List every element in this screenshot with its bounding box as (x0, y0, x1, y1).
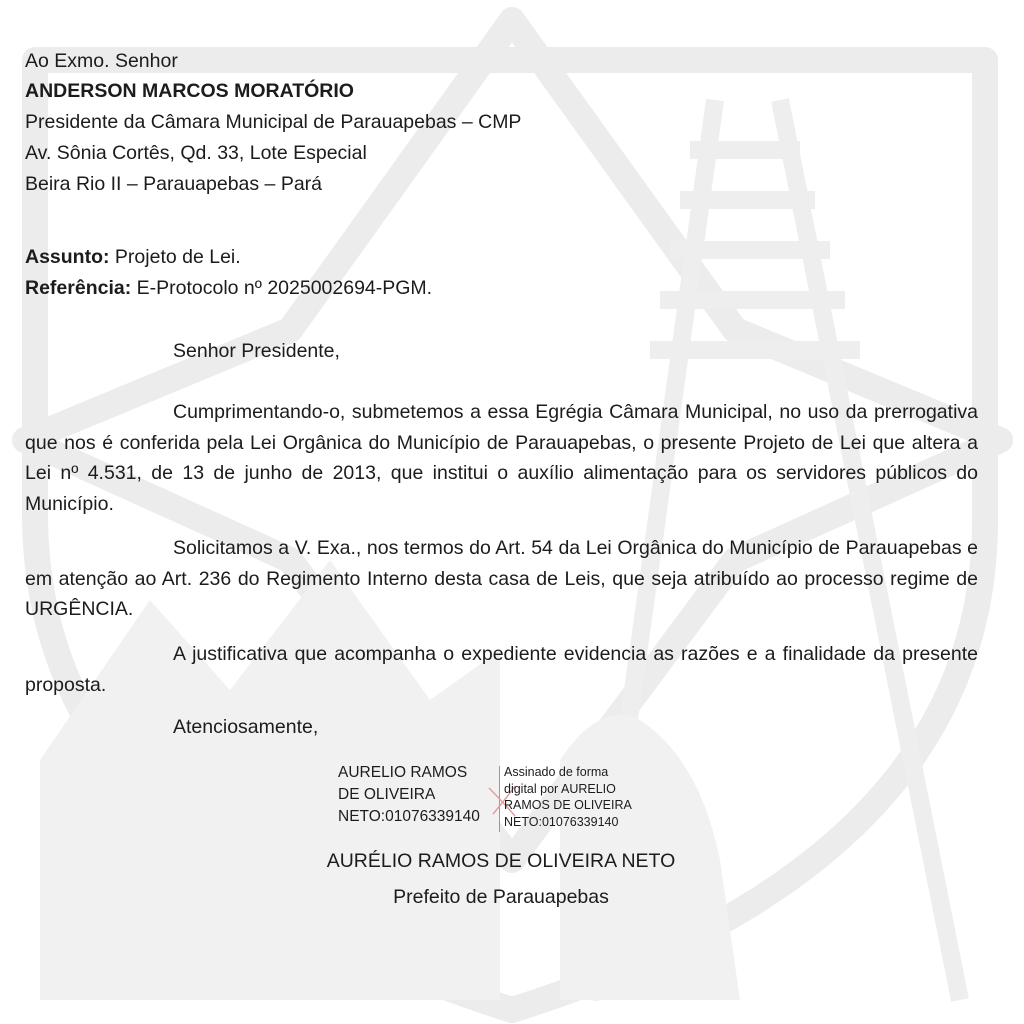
detail-line-2: digital por AURELIO (504, 781, 616, 796)
reference-value: E-Protocolo nº 2025002694-PGM. (131, 277, 433, 299)
address-line-2: Beira Rio II – Parauapebas – Pará (25, 173, 323, 195)
paragraph-3 (25, 639, 978, 700)
paragraph-1 (25, 397, 978, 519)
paragraph-3-text: A justificativa que acompanha o expediente evidencia as razões e a finalidade da presente proposta. (25, 643, 978, 696)
paragraph-2 (25, 533, 978, 625)
signer-line-3: NETO:01076339140 (338, 808, 480, 825)
greeting: Senhor Presidente, (173, 340, 340, 362)
address-line-1: Av. Sônia Cortês, Qd. 33, Lote Especial (25, 142, 367, 164)
subject-line (25, 242, 241, 272)
detail-line-4: NETO:01076339140 (504, 814, 619, 829)
digital-signature-detail (504, 764, 654, 830)
reference-line (25, 273, 432, 303)
subject-label: Assunto: (25, 246, 110, 268)
signatory-title: Prefeito de Parauapebas (393, 886, 609, 908)
reference-label: Referência: (25, 277, 132, 299)
signer-line-2: DE OLIVEIRA (338, 786, 436, 803)
recipient-title: Presidente da Câmara Municipal de Parauapebas – CMP (25, 111, 522, 133)
closing: Atenciosamente, (173, 716, 319, 738)
paragraph-2-text: Solicitamos a V. Exa., nos termos do Art. 54 da Lei Orgânica do Município de Parauapebas e em atenção ao Art. 236 do Regimento Interno desta casa de Leis, que seja atribuído ao processo regime de URGÊNCIA. (25, 537, 978, 620)
detail-line-1: Assinado de forma (504, 765, 609, 779)
recipient-name: ANDERSON MARCOS MORATÓRIO (25, 80, 354, 102)
salutation-line: Ao Exmo. Senhor (25, 50, 178, 72)
detail-line-3: RAMOS DE OLIVEIRA (504, 798, 632, 812)
subject-value: Projeto de Lei. (109, 246, 241, 268)
signer-line-1: AURELIO RAMOS (338, 764, 468, 781)
signatory-name: AURÉLIO RAMOS DE OLIVEIRA NETO (326, 850, 676, 872)
paragraph-1-text: Cumprimentando-o, submetemos a essa Egrégia Câmara Municipal, no uso da prerrogativa que nos é conferida pela Lei Orgânica do Município de Parauapebas, o presente Projeto de Lei que altera a Lei nº 4.531, de 13 de junho de 2013, que institui o auxílio alimentação para os servidores públicos do Município. (25, 401, 978, 515)
